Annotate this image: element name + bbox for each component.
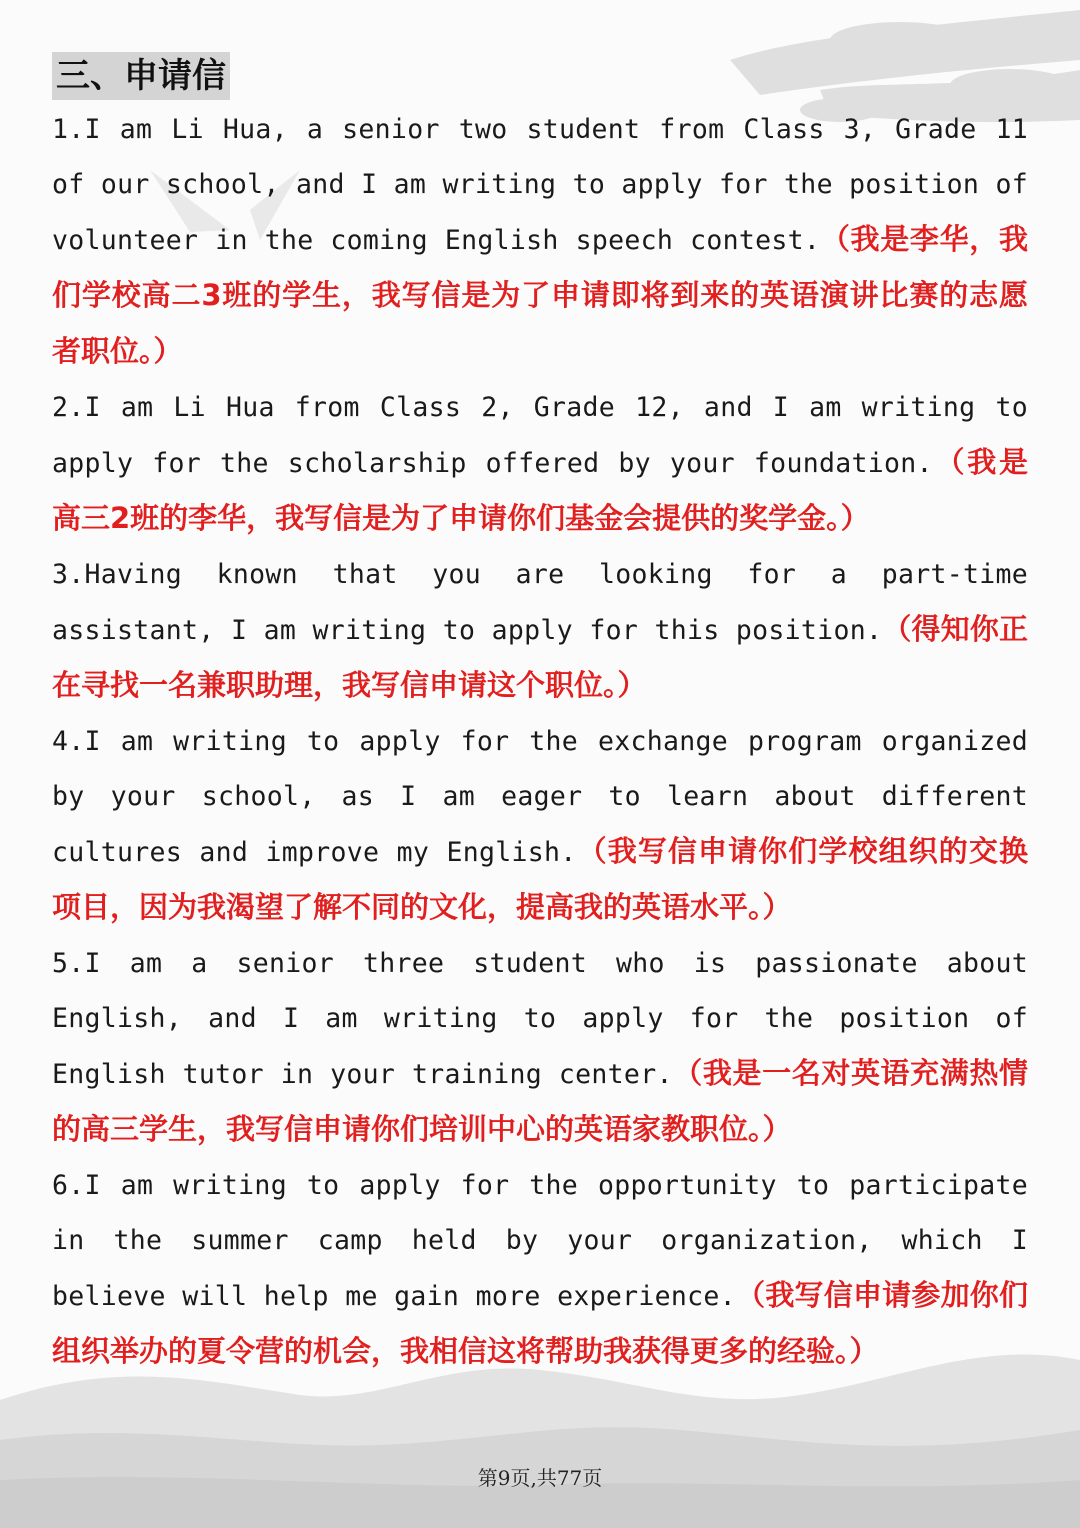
sentence-item [52,936,1028,1158]
section-heading: 三、申请信 [52,52,230,100]
english-sentence: 3.Having known that you are looking for a part-time assistant, I am writing to apply for this position. [52,559,1028,646]
english-sentence: 2.I am Li Hua from Class 2, Grade 12, and I am writing to apply for the scholarship offered by your foundation. [52,392,1028,479]
chinese-translation: （我是高三2班的李华，我写信是为了申请你们基金会提供的奖学金。） [52,445,1028,535]
sentence-list [52,102,1028,1380]
sentence-item [52,380,1028,547]
english-sentence: 1.I am Li Hua, a senior two student from Class 3, Grade 11 of our school, and I am writing to apply for the position of volunteer in the coming English speech contest. [52,114,1028,256]
chinese-translation: （得知你正在寻找一名兼职助理，我写信申请这个职位。） [52,612,1028,702]
page-number: 第9页,共77页 [477,1466,603,1490]
chinese-translation: （我是一名对英语充满热情的高三学生，我写信申请你们培训中心的英语家教职位。） [52,1056,1028,1146]
chinese-translation: （我写信申请参加你们组织举办的夏令营的机会，我相信这将帮助我获得更多的经验。） [52,1278,1028,1368]
chinese-translation: （我是李华，我们学校高二3班的学生，我写信是为了申请即将到来的英语演讲比赛的志愿者职位。） [52,222,1028,368]
sentence-item [52,102,1028,380]
document-page [52,52,1028,1380]
english-sentence: 6.I am writing to apply for the opportunity to participate in the summer camp held by your organization, which I believe will help me gain more experience. [52,1170,1028,1312]
english-sentence: 4.I am writing to apply for the exchange program organized by your school, as I am eager to learn about different cultures and improve my English. [52,726,1028,868]
sentence-item [52,1158,1028,1380]
chinese-translation: （我写信申请你们学校组织的交换项目，因为我渴望了解不同的文化，提高我的英语水平。） [52,834,1028,924]
sentence-item [52,547,1028,714]
sentence-item [52,714,1028,936]
english-sentence: 5.I am a senior three student who is passionate about English, and I am writing to apply for the position of English tutor in your training center. [52,948,1028,1090]
